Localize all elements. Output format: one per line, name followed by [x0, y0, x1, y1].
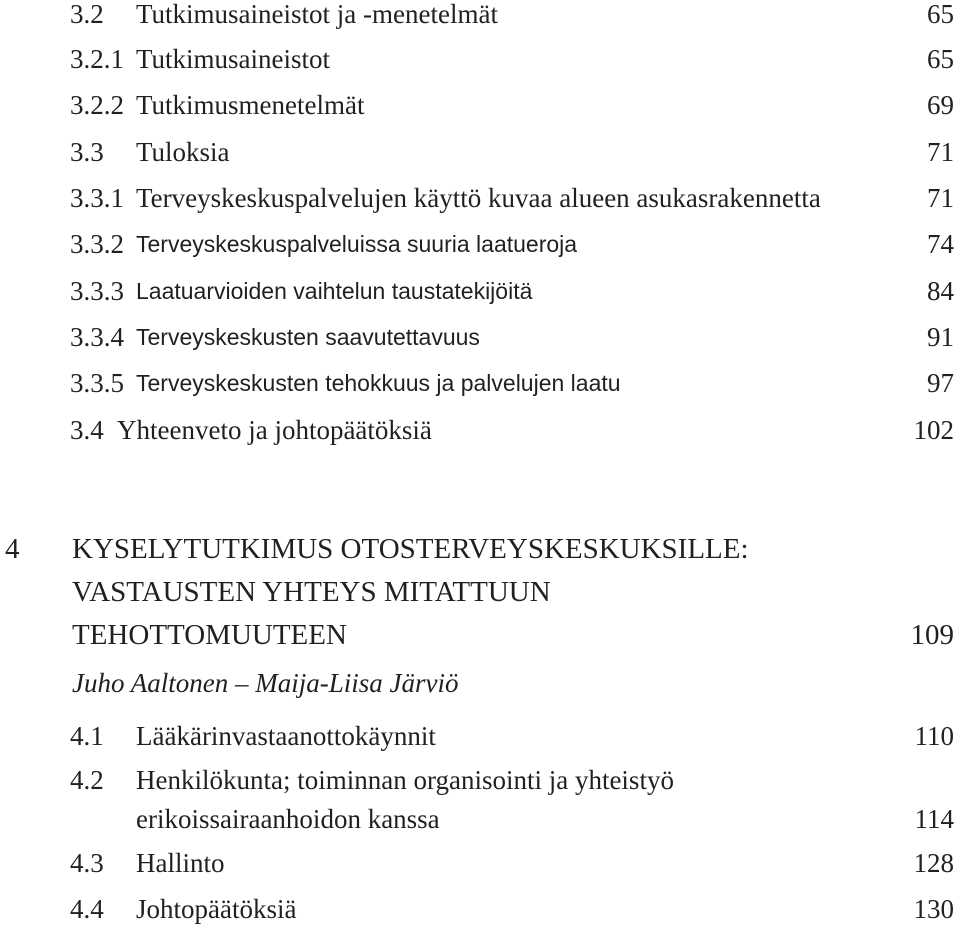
toc-entry-title: Henkilökunta; toiminnan organisointi ja yhteistyö [136, 765, 674, 795]
chapter-title-line [0, 526, 960, 572]
toc-entry-title: Laatuarvioiden vaihtelun taustatekijöitä [136, 278, 533, 304]
toc-entry-page: 71 [927, 183, 954, 213]
toc-entry-number: 4.4 [70, 894, 104, 924]
toc-entry-title: Lääkärinvastaanottokäynnit [136, 721, 436, 751]
toc-entry-number: 3.3.3 [70, 276, 124, 306]
toc-entry-title: Tutkimusaineistot [136, 44, 331, 74]
toc-entry [0, 221, 960, 267]
toc-entry-continued [0, 796, 960, 842]
toc-entry-title: Terveyskeskuspalveluissa suuria laatueroja [136, 231, 578, 257]
toc-entry-page: 102 [913, 415, 954, 445]
toc-entry-number: 3.2.1 [70, 44, 124, 74]
toc-entry [0, 840, 960, 886]
toc-entry-page: 65 [927, 0, 954, 29]
toc-entry-title: Terveyskeskusten tehokkuus ja palvelujen laatu [136, 370, 621, 396]
toc-entry-title: Tutkimusmenetelmät [136, 90, 365, 120]
toc-entry-number: 3.2 [70, 0, 104, 29]
toc-entry-page: 114 [914, 804, 954, 834]
toc-entry [0, 360, 960, 406]
toc-entry-title: Tuloksia [136, 137, 230, 167]
toc-entry-page: 84 [927, 276, 954, 306]
chapter-number: 4 [5, 533, 20, 565]
toc-entry-title: Terveyskeskuspalvelujen käyttö kuvaa alueen asukasrakennetta [136, 183, 821, 213]
toc-entry-page: 74 [927, 229, 954, 259]
chapter-title: VASTAUSTEN YHTEYS MITATTUUN [72, 576, 551, 608]
toc-entry-page: 71 [927, 137, 954, 167]
toc-entry-page: 91 [927, 322, 954, 352]
toc-entry-page: 110 [914, 721, 954, 751]
chapter-title-line [0, 569, 960, 615]
toc-entry-title: Hallinto [136, 848, 225, 878]
chapter-title-line [0, 612, 960, 658]
toc-entry-number: 4.3 [70, 848, 104, 878]
toc-entry-number: 4.2 [70, 765, 104, 795]
toc-entry-number: 3.3 [70, 137, 104, 167]
chapter-title: KYSELYTUTKIMUS OTOSTERVEYSKESKUKSILLE: [72, 533, 749, 565]
toc-entry [0, 886, 960, 932]
toc-entry [0, 713, 960, 759]
toc-entry-title: Johtopäätöksiä [136, 894, 297, 924]
toc-entry-page: 128 [913, 848, 954, 878]
toc-entry-title: Terveyskeskusten saavutettavuus [136, 324, 480, 350]
toc-entry-page: 97 [927, 368, 954, 398]
toc-entry-title: Tutkimusaineistot ja -menetelmät [136, 0, 498, 29]
toc-entry [0, 0, 960, 37]
toc-entry [0, 82, 960, 128]
toc-entry-title: erikoissairaanhoidon kanssa [136, 804, 440, 834]
toc-entry-page: 69 [927, 90, 954, 120]
toc-entry-number: 3.3.5 [70, 368, 124, 398]
toc-entry-number: 4.1 [70, 721, 104, 751]
toc-entry-number: 3.3.2 [70, 229, 124, 259]
toc-entry-number: 3.2.2 [70, 90, 124, 120]
toc-entry [0, 175, 960, 221]
chapter-title: TEHOTTOMUUTEEN [72, 619, 347, 651]
toc-entry [0, 407, 960, 453]
chapter-page: 109 [910, 619, 954, 651]
toc-entry [0, 268, 960, 314]
toc-entry [0, 36, 960, 82]
toc-entry [0, 129, 960, 175]
toc-entry-number: 3.3.1 [70, 183, 124, 213]
toc-entry-number: 3.3.4 [70, 322, 124, 352]
chapter-authors: Juho Aaltonen – Maija-Liisa Järviö [72, 668, 459, 698]
toc-entry-title: Yhteenveto ja johtopäätöksiä [117, 415, 432, 445]
toc-entry-page: 65 [927, 44, 954, 74]
toc-entry-page: 130 [913, 894, 954, 924]
toc-entry [0, 314, 960, 360]
toc-entry-number: 3.4 [70, 415, 104, 445]
